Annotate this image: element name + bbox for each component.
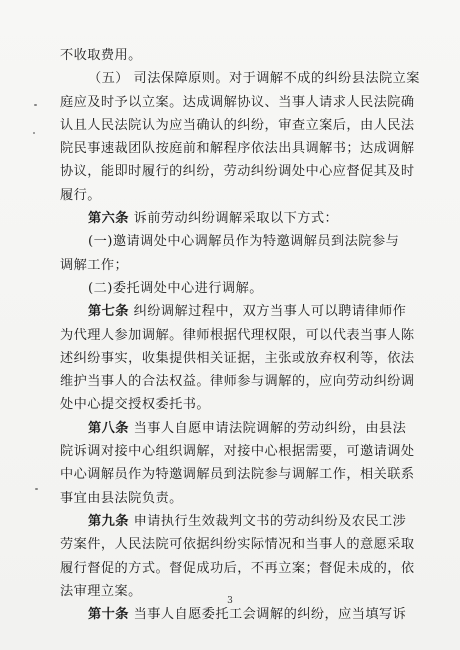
text-line [60,487,400,510]
line-text: (二)委托调处中心进行调解。 [88,280,263,296]
text-line [60,440,415,463]
article-heading: 第六条 [88,211,129,227]
text-line [60,557,415,580]
paragraph [60,230,400,277]
line-text: 协议，能即时履行的纠纷，劳动纠纷调处中心应督促其及时 [60,164,415,180]
line-text: 不收取费用。 [60,48,142,63]
line-text: 述纠纷事实，收集提供相关证据，主张或放弃权利等，依法 [60,350,415,366]
text-line [60,324,415,347]
paragraph [60,67,420,207]
article-heading: 第九条 [88,513,129,529]
text-line [60,207,400,230]
text-line [60,463,415,486]
paragraph [60,300,415,416]
text-line [60,393,400,416]
line-text: 调解工作； [60,257,129,273]
line-text: 事宜由县法院负责。 [60,490,183,506]
text-line [60,417,407,440]
line-text: 中心调解员作为特邀调解员到法院参与调解工作，相关联系 [60,467,415,483]
text-line [60,300,407,323]
text-line [60,137,415,160]
line-text: （五） 司法保障原则。对于调解不成的纠纷县法院立案 [88,71,420,87]
line-text: 维护当事人的合法权益。律师参与调解的，应向劳动纠纷调 [60,374,415,390]
article-heading: 第十条 [88,607,129,623]
paragraph [60,44,400,67]
paragraph [60,510,415,603]
text-line [60,44,400,67]
text-line [60,347,415,370]
line-text: 申请执行生效裁判文书的劳动纠纷及农民工涉 [128,513,407,529]
line-text: 院民事速裁团队按庭前和解程序依法出具调解书；达成调解 [60,141,415,157]
paragraph [60,417,415,510]
document-body [60,44,420,626]
line-text: 院诉调对接中心组织调解，对接中心根据需要，可邀请调处 [60,444,415,460]
article-heading: 第八条 [88,420,129,436]
line-text: 法审理立案。 [60,583,142,599]
line-text: 诉前劳动纠纷调解采取以下方式： [128,211,339,227]
text-line [60,184,400,207]
line-text: (一)邀请调处中心调解员作为特邀调解员到法院参与 [88,234,400,250]
text-line [60,370,415,393]
paragraph [60,277,400,300]
line-text: 劳案件，人民法院可依据纠纷实际情况和当事人的意愿采取 [60,537,415,553]
text-line [60,160,415,183]
text-line [60,533,415,556]
line-text: 为代理人参加调解。律师根据代理权限，可以代表当事人陈 [60,327,415,343]
scan-speck [34,104,37,106]
scan-speck [35,488,38,490]
scan-speck [33,132,35,134]
line-text: 履行。 [60,187,101,203]
page-number: 3 [227,596,233,606]
article-heading: 第七条 [88,304,129,320]
line-text: 纠纷调解过程中，双方当事人可以聘请律师作 [128,304,407,320]
paragraph [60,603,407,626]
text-line [60,114,415,137]
text-line [60,603,407,626]
line-text: 履行督促的方式。督促成功后，不再立案；督促未成的，依 [60,560,415,576]
line-text: 处中心提交授权委托书。 [60,397,211,413]
paragraph [60,207,400,230]
text-line [60,91,415,114]
line-text: 认且人民法院认为应当确认的纠纷，审查立案后，由人民法 [60,117,415,133]
text-line [60,67,420,90]
line-text: 当事人自愿申请法院调解的劳动纠纷，由县法 [128,420,407,436]
line-text: 当事人自愿委托工会调解的纠纷，应当填写诉 [128,607,407,623]
text-line [60,510,407,533]
text-line [60,230,400,253]
text-line [60,254,400,277]
text-line [60,277,400,300]
line-text: 庭应及时予以立案。达成调解协议、当事人请求人民法院确 [60,94,415,110]
